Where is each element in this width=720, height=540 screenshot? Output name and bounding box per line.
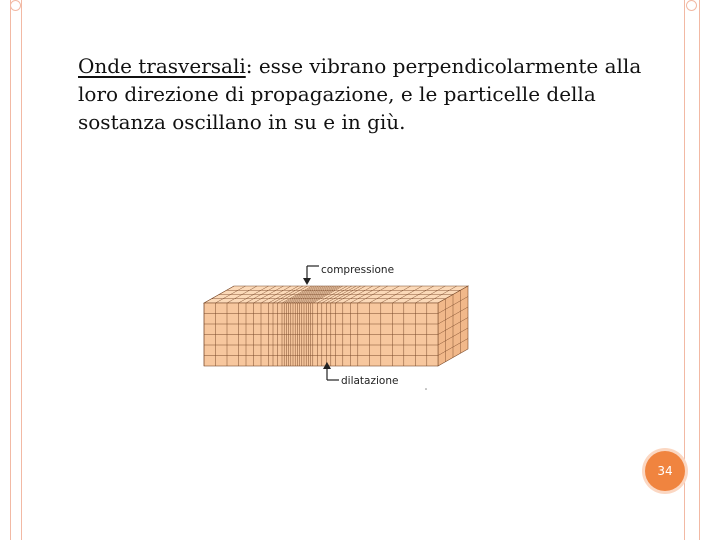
term-definition: : esse vibrano perpendicolarmente alla loro direzione di propagazione, e le particelle della sostanza oscillano in su e in giù.: [78, 54, 642, 134]
stray-dot: [425, 388, 427, 390]
particle-grid-block: [204, 286, 468, 366]
compression-arrow-icon: [303, 278, 311, 285]
compression-label-group: [303, 264, 394, 285]
right-border-ornament: [686, 0, 697, 11]
slide-body-text: [78, 52, 668, 136]
left-border-ornament: [10, 0, 21, 11]
right-decorative-border: [684, 0, 700, 540]
page-number-badge: 34: [645, 451, 685, 491]
wave-block-figure: [196, 258, 476, 398]
compression-label: compressione: [321, 264, 395, 276]
term-onde-trasversali: Onde trasversali: [78, 54, 246, 78]
dilation-label: dilatazione: [341, 375, 399, 387]
left-decorative-border: [10, 0, 22, 540]
